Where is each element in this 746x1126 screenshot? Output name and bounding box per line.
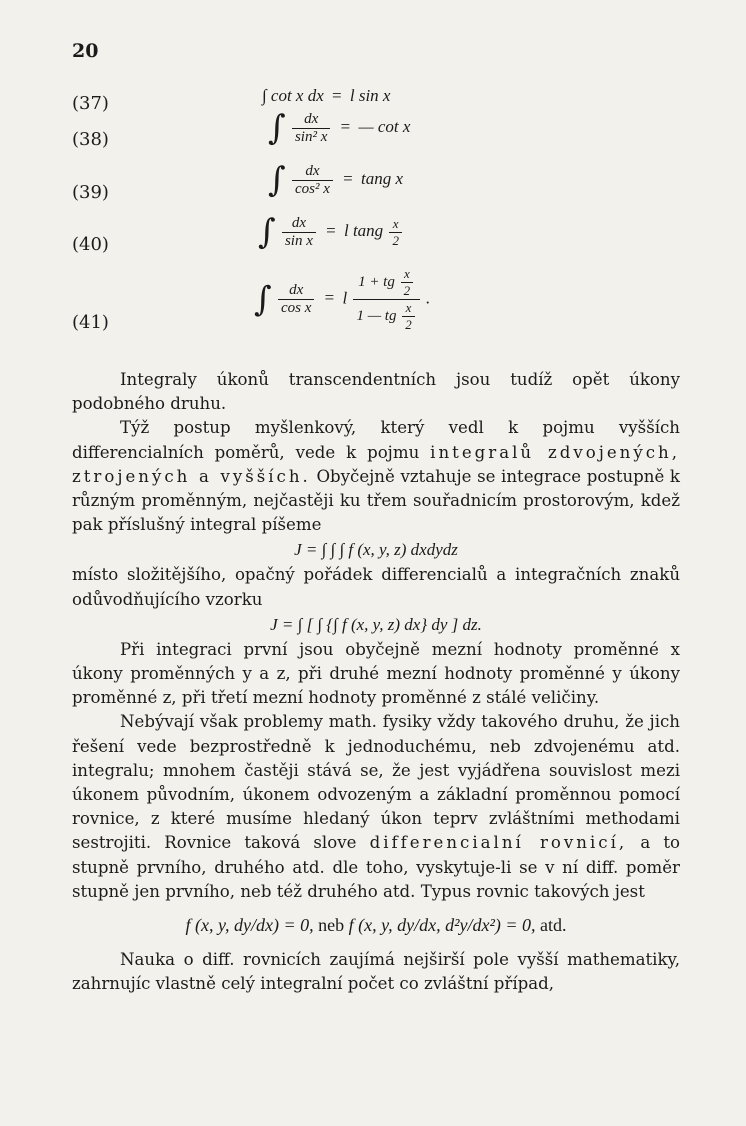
equation-41-big-fraction: 1 + tg $\frac{x}{2}$ 1 — tg $\frac{x}{2}$ <box>353 266 419 333</box>
paragraph-5: Nebývají však problemy math. fysiky vždy takového druhu, že jich řešení vede bezprostředně k jednoduchému, neb zdvojenému atd. integralu; mnohem častěji stává se, že jest vyjádřena souvislost mezi úkonem původním, úkonem odvozeným a základní proměnnou pomocí rovnice, z které musíme hledaný úkon teprv zvláštními methodami sestrojiti. Rovnice taková slove differencialní rovnicí, a to stupně prvního, druhého atd. dle toho, vyskytuje-li se v ní diff. poměr stupně jen prvního, neb též druhého atd. Typus rovnic takových jest <box>72 712 681 901</box>
equation-number-40: (40) <box>72 234 109 255</box>
formula-nested-integral: J = ∫ [ ∫ {∫ f (x, y, z) dx} dy ] dz. <box>270 614 482 634</box>
equation-number-41: (41) <box>72 312 109 333</box>
equation-41-fraction: $\frac{dx}{\text{cos x}}$ <box>278 282 314 317</box>
equation-37-rhs: l sin x <box>349 86 391 105</box>
equation-40-rhs: l tang <box>343 220 384 240</box>
paragraph-3: místo složitějšího, opačný pořádek differencialů a integračních znaků odůvodňujícího vzorku <box>72 565 680 609</box>
paragraph-4: Při integraci první jsou obyčejně mezní hodnoty proměnné x úkony proměnných y a z, při druhé mezní hodnoty proměnné y úkony proměnné z, při třetí mezní hodnoty proměnné z stálé veličiny. <box>72 639 680 708</box>
formula-triple-integral: J = ∫ ∫ ∫ f (x, y, z) dxdydz <box>294 540 458 560</box>
equation-38-fraction: $\frac{dx}{\text{sin² x}}$ <box>292 111 330 146</box>
equation-39-rhs: tang x <box>360 168 403 188</box>
equation-37-lhs: ∫ cot x dx <box>262 86 324 105</box>
equation-41-rhs-prefix: l <box>342 288 348 308</box>
equation-37: ∫ cot x dx = l sin x <box>262 86 391 105</box>
equation-40-half-x: $\frac{x}{2}$ <box>389 216 402 249</box>
equation-38: ∫ $\frac{dx}{\text{sin² x}}$ = — cot x <box>268 108 411 148</box>
equation-41: ∫ $\frac{dx}{\text{cos x}}$ = l 1 + tg $\frac{x}{2}$ 1 — tg $\frac{x}{2}$ . <box>254 266 431 332</box>
equation-number-37: (37) <box>72 93 109 114</box>
emphasis-integrals: integralů zdvojených, ztrojených a vyšších. <box>72 442 680 486</box>
paragraph-2: Týž postup myšlenkový, který vedl k pojmu vyšších differencialních poměrů, vede k pojmu integralů zdvojených, ztrojených a vyšších. Obyčejně vztahuje se integrace postupně k různým proměnným, nejčastěji ku třem souřadnicím prostorovým, kdež pak příslušný integral píšeme <box>72 418 680 535</box>
paragraph-6: Nauka o diff. rovnicích zaujímá nejširší pole vyšší mathematiky, zahrnujíc vlastně celý integralní počet co zvláštní případ, <box>72 950 680 994</box>
page-number: 20 <box>72 40 99 62</box>
body-text <box>72 368 680 996</box>
equation-number-38: (38) <box>72 129 109 150</box>
equation-38-rhs: — cot x <box>358 116 411 136</box>
paragraph-1: Integraly úkonů transcendentních jsou tudíž opět úkony podobného druhu. <box>72 370 680 414</box>
formula-equation-types: f (x, y, dy/dx) = 0, neb f (x, y, dy/dx, d²y/dx²) = 0, atd. <box>185 915 567 936</box>
equation-number-39: (39) <box>72 182 109 203</box>
equation-40-fraction: $\frac{dx}{\text{sin x}}$ <box>282 215 316 250</box>
emphasis-differential-equation: differencialní rovnicí, <box>369 833 628 853</box>
equation-39-fraction: $\frac{dx}{\text{cos² x}}$ <box>292 163 333 198</box>
equation-40: ∫ $\frac{dx}{\text{sin x}}$ = l tang $\frac{x}{2}$ <box>258 212 404 252</box>
equation-39: ∫ $\frac{dx}{\text{cos² x}}$ = tang x <box>268 160 403 200</box>
